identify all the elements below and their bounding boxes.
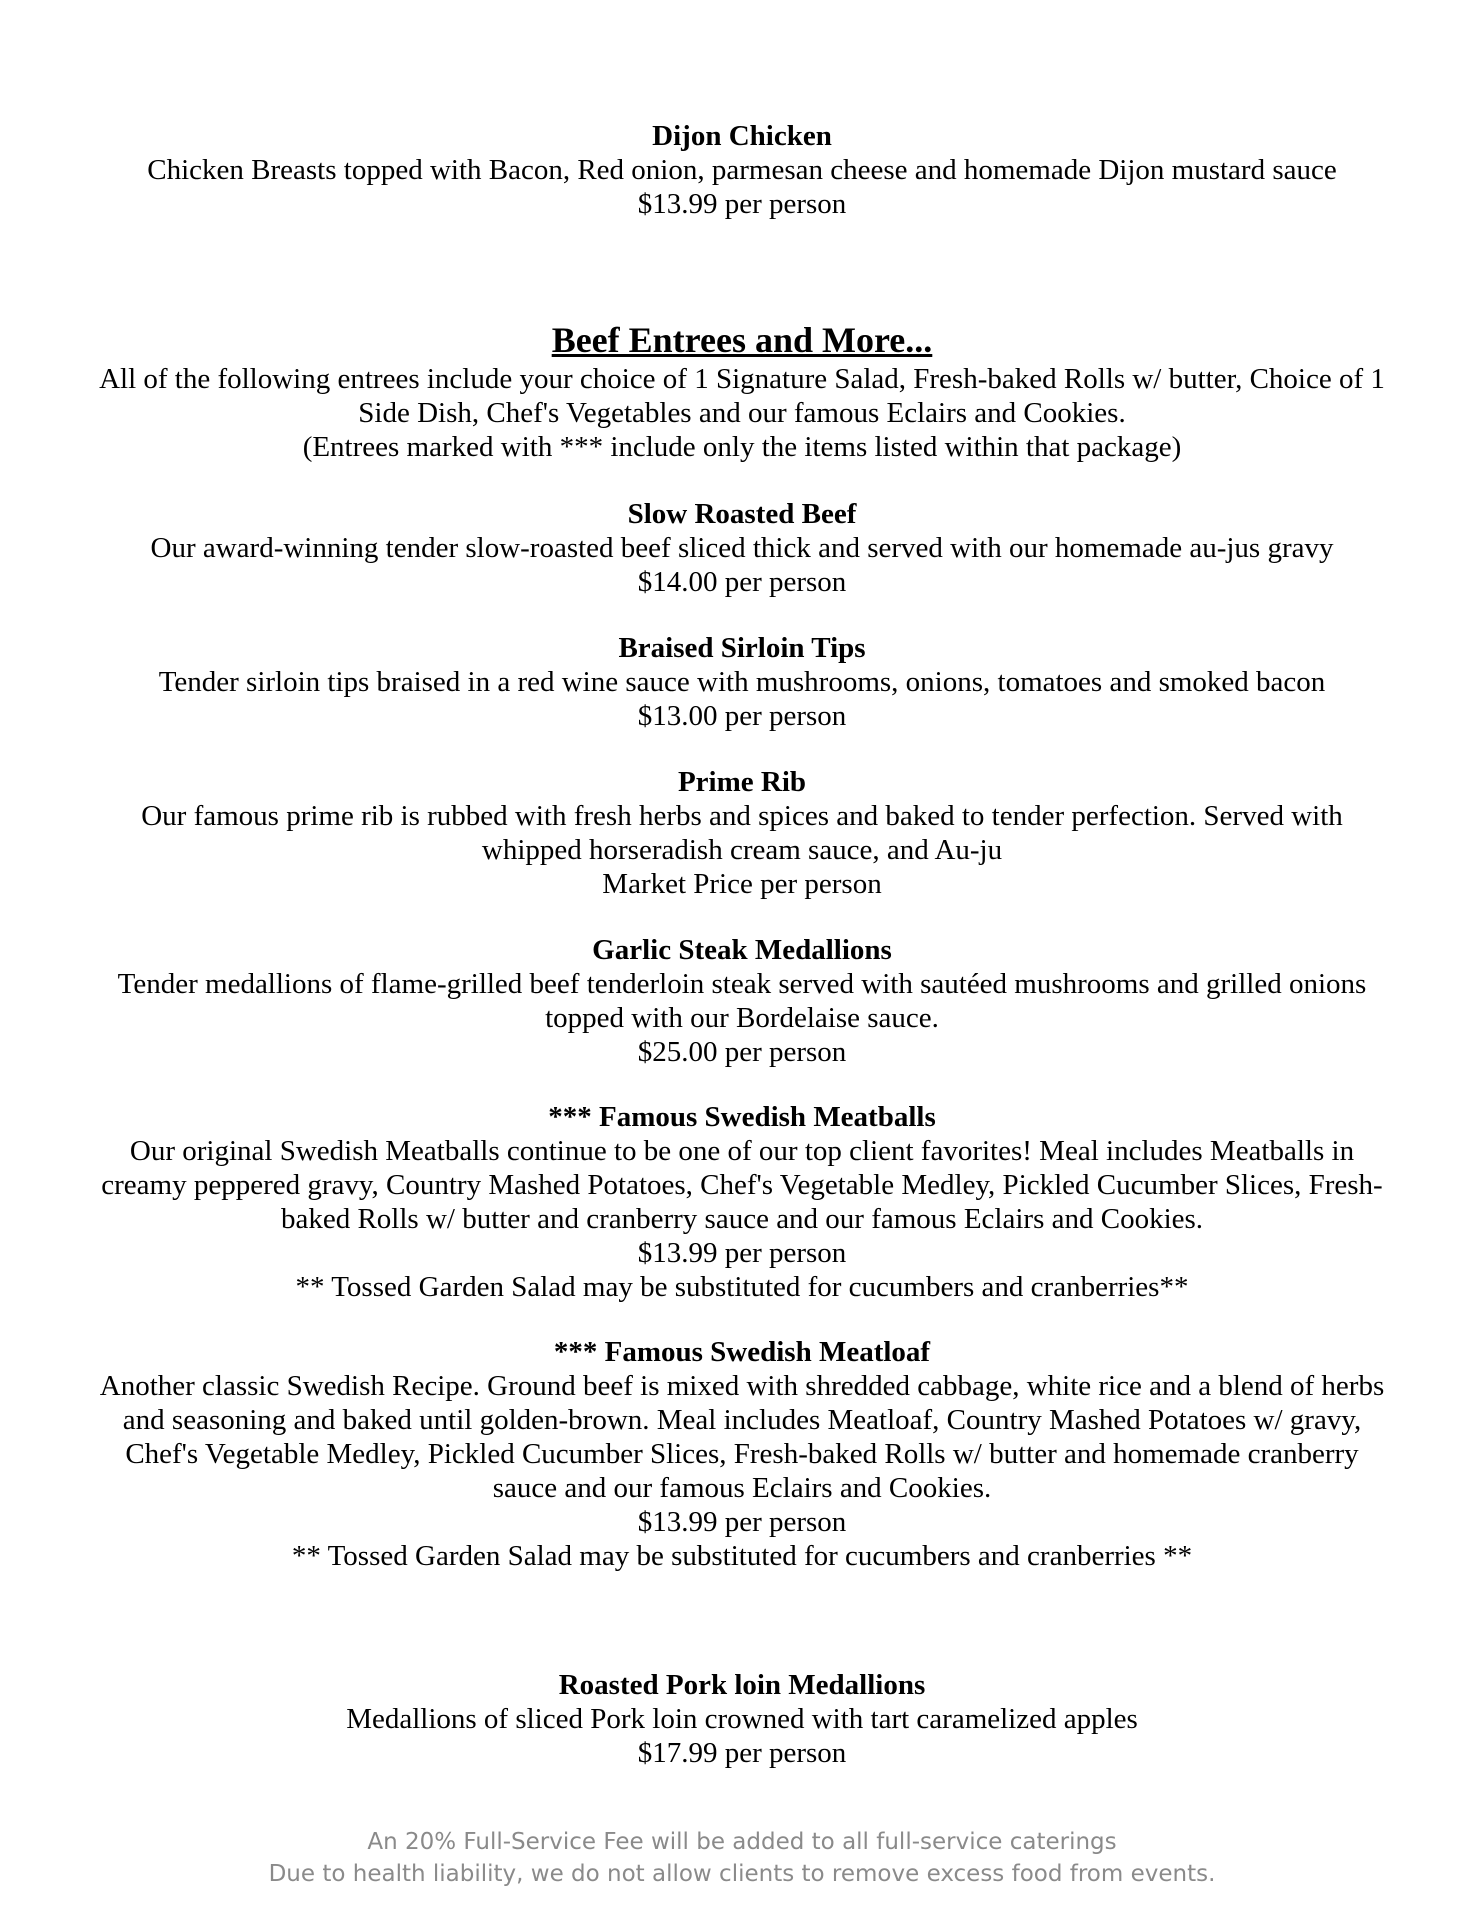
menu-item-title: Garlic Steak Medallions: [592, 934, 892, 966]
section-intro-line: (Entrees marked with *** include only the items listed within that package): [302, 431, 1182, 463]
menu-item-title: Dijon Chicken: [652, 120, 832, 152]
menu-item-price: $13.00 per person: [637, 700, 847, 732]
menu-item-title: Roasted Pork loin Medallions: [558, 1669, 926, 1701]
menu-item-price: Market Price per person: [602, 868, 882, 900]
menu-item-description: Chicken Breasts topped with Bacon, Red onion, parmesan cheese and homemade Dijon mustard sauce: [147, 154, 1337, 186]
footer-notes: [90, 1826, 1394, 1890]
menu-item-slow-roasted-beef: [90, 497, 1394, 599]
menu-item-dijon-chicken: [90, 119, 1394, 221]
menu-item-price: $13.99 per person: [637, 188, 847, 220]
menu-item-title: *** Famous Swedish Meatloaf: [553, 1336, 931, 1368]
menu-item-description: Our famous prime rib is rubbed with fresh herbs and spices and baked to tender perfection. Served with: [141, 800, 1343, 832]
footer-service-fee-note: An 20% Full-Service Fee will be added to all full-service caterings: [367, 1829, 1117, 1855]
menu-item-description: sauce and our famous Eclairs and Cookies.: [492, 1472, 992, 1504]
menu-item-swedish-meatloaf: [90, 1335, 1394, 1573]
menu-item-braised-sirloin-tips: [90, 631, 1394, 733]
menu-item-price: $14.00 per person: [637, 566, 847, 598]
menu-item-prime-rib: [90, 765, 1394, 901]
section-heading-beef: Beef Entrees and More...: [551, 320, 933, 360]
menu-item-description: baked Rolls w/ butter and cranberry sauce and our famous Eclairs and Cookies.: [280, 1203, 1204, 1235]
menu-item-price: $13.99 per person: [637, 1237, 847, 1269]
menu-item-title: Slow Roasted Beef: [627, 498, 857, 530]
section-intro-line: Side Dish, Chef's Vegetables and our famous Eclairs and Cookies.: [358, 397, 1126, 429]
menu-item-price: $17.99 per person: [637, 1737, 847, 1769]
menu-item-description: and seasoning and baked until golden-brown. Meal includes Meatloaf, Country Mashed Potatoes w/ gravy,: [122, 1404, 1362, 1436]
menu-item-garlic-steak-medallions: [90, 933, 1394, 1069]
menu-item-description: Chef's Vegetable Medley, Pickled Cucumber Slices, Fresh-baked Rolls w/ butter and homemade cranberry: [125, 1438, 1359, 1470]
menu-item-description: creamy peppered gravy, Country Mashed Potatoes, Chef's Vegetable Medley, Pickled Cucumber Slices, Fresh-: [101, 1169, 1383, 1201]
menu-item-note: ** Tossed Garden Salad may be substituted for cucumbers and cranberries **: [291, 1540, 1193, 1572]
menu-item-description: topped with our Bordelaise sauce.: [545, 1002, 939, 1034]
menu-item-description: Tender medallions of flame-grilled beef tenderloin steak served with sautéed mushrooms and grilled onions: [117, 968, 1367, 1000]
section-intro-line: All of the following entrees include your choice of 1 Signature Salad, Fresh-baked Rolls w/ butter, Choice of 1: [99, 363, 1385, 395]
menu-item-title: Braised Sirloin Tips: [618, 632, 866, 664]
menu-item-title: *** Famous Swedish Meatballs: [548, 1101, 936, 1133]
menu-item-description: Our award-winning tender slow-roasted beef sliced thick and served with our homemade au-jus gravy: [150, 532, 1334, 564]
menu-item-description: Medallions of sliced Pork loin crowned with tart caramelized apples: [346, 1703, 1138, 1735]
menu-item-description: Another classic Swedish Recipe. Ground beef is mixed with shredded cabbage, white rice and a blend of herbs: [99, 1370, 1385, 1402]
menu-item-description: Our original Swedish Meatballs continue to be one of our top client favorites! Meal includes Meatballs in: [129, 1135, 1355, 1167]
menu-item-price: $13.99 per person: [637, 1506, 847, 1538]
footer-health-liability-note: Due to health liability, we do not allow clients to remove excess food from events.: [268, 1861, 1216, 1887]
menu-item-description: Tender sirloin tips braised in a red wine sauce with mushrooms, onions, tomatoes and smoked bacon: [158, 666, 1326, 698]
menu-item-title: Prime Rib: [677, 766, 807, 798]
menu-item-roasted-pork-loin: [90, 1668, 1394, 1770]
section-intro-beef: [90, 362, 1394, 464]
menu-item-price: $25.00 per person: [637, 1036, 847, 1068]
menu-item-note: ** Tossed Garden Salad may be substituted for cucumbers and cranberries**: [295, 1271, 1189, 1303]
menu-item-description: whipped horseradish cream sauce, and Au-ju: [481, 834, 1003, 866]
menu-item-swedish-meatballs: [90, 1100, 1394, 1304]
